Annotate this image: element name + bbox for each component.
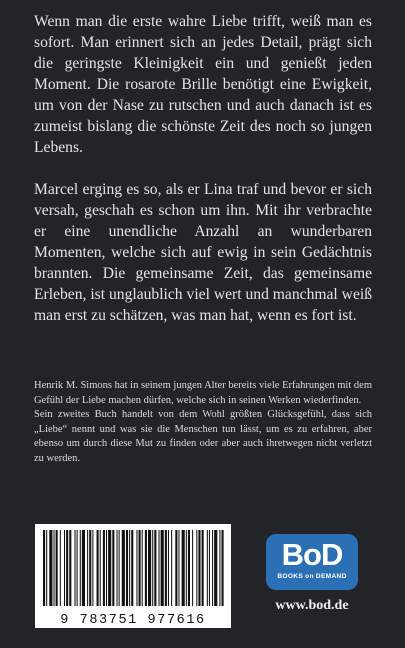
barcode-bar [82, 530, 85, 606]
barcode-bar [119, 530, 120, 606]
barcode-graphic [35, 524, 231, 628]
barcode-bar [108, 530, 111, 606]
barcode-bar [192, 530, 193, 606]
author-bio-paragraph-2: Sein zweites Buch handelt von dem Wohl größten Glücksgefühl, dass sich „Liebe“ nennt und was sie die Menschen tun lässt, um es zu erfahren, aber ebenso um durch diese Mut zu finden oder aber auch ihretwegen nicht verletzt zu werden. [34, 409, 372, 464]
barcode-bar [46, 530, 47, 606]
barcode-bar [182, 530, 185, 606]
barcode-bar [117, 530, 118, 606]
barcode-bar [106, 530, 107, 606]
barcode-bar [43, 530, 45, 606]
barcode-bar [142, 530, 143, 606]
publisher-url: www.bod.de [275, 598, 349, 613]
barcode-bar [207, 530, 208, 606]
isbn-barcode [35, 524, 231, 628]
barcode-bar [148, 530, 151, 606]
barcode-bar [145, 530, 147, 606]
barcode-bar [80, 530, 81, 606]
barcode-bar [103, 530, 105, 606]
barcode-bar [152, 530, 153, 606]
barcode-bar [186, 530, 187, 606]
bod-logo-subtitle: BOOKS on DEMAND [277, 573, 347, 580]
barcode-bar [139, 530, 141, 606]
barcode-bar [196, 530, 197, 606]
barcode-bar [75, 530, 76, 606]
barcode-bar [100, 530, 101, 606]
barcode-bar [209, 530, 210, 606]
author-bio-paragraph-1: Henrik M. Simons hat in seinem jungen Alter bereits viele Erfahrungen mit dem Gefühl der Liebe machen dürfen, welche sich in seinen Werken wiederfinden. [34, 380, 372, 406]
barcode-bar [168, 530, 169, 606]
barcode-bar [126, 530, 128, 606]
barcode-bar [136, 530, 137, 606]
author-bio [34, 379, 372, 467]
barcode-bar [64, 530, 65, 606]
barcode-digits: 9 783751 977616 [60, 613, 206, 628]
barcode-bar [171, 530, 172, 606]
barcode-bar [49, 530, 52, 606]
bod-logo [266, 534, 358, 590]
barcode-bar [54, 530, 55, 606]
barcode-bar [87, 530, 88, 606]
barcode-bar [161, 530, 164, 606]
barcode-bar [175, 530, 177, 606]
barcode-bar [178, 530, 179, 606]
barcode-bar [92, 530, 93, 606]
barcode-bar [188, 530, 190, 606]
barcode-bar [89, 530, 91, 606]
blurb-paragraph-1: Wenn man die erste wahre Liebe trifft, weiß man es sofort. Man erinnert sich an jedes Detail, prägt sich die geringste Kleinigkeit ein und genießt jeden Moment. Die rosarote Brille benötigt eine Ewigkeit, um von der Nase zu rutschen und auch danach ist es zumeist bislang die schönste Zeit des noch so jungen Lebens. [34, 13, 372, 156]
barcode-bar [212, 530, 213, 606]
barcode-bar [77, 530, 78, 606]
barcode-bar [154, 530, 156, 606]
blurb-text [34, 11, 372, 347]
barcode-bar [214, 530, 217, 606]
barcode-bar [122, 530, 125, 606]
blurb-paragraph-2: Marcel erging es so, als er Lina traf und bevor er sich versah, geschah es schon um ihn. Mit ihr verbrachte er eine unendliche Anzahl an wunderbaren Momenten, welche sich auf ewig in sein Gedächtnis brannten. Die gemeinsame Zeit, das gemeinsame Erleben, ist unglaublich viel wert und manchmal weiß man erst zu schätzen, was man hat, wenn es fort ist. [34, 181, 372, 324]
barcode-bar [60, 530, 61, 606]
barcode-bar [222, 530, 224, 606]
barcode-bar [198, 530, 200, 606]
barcode-bar [56, 530, 58, 606]
barcode-bar [159, 530, 160, 606]
barcode-bar [66, 530, 68, 606]
barcode-bar [131, 530, 133, 606]
barcode-bar [69, 530, 71, 606]
barcode-bar [165, 530, 167, 606]
barcode-bar [202, 530, 204, 606]
barcode-bar [112, 530, 114, 606]
barcode-bar [97, 530, 99, 606]
barcode-bar [129, 530, 130, 606]
bod-logo-letters: BoD [281, 537, 343, 572]
barcode-bar [219, 530, 220, 606]
